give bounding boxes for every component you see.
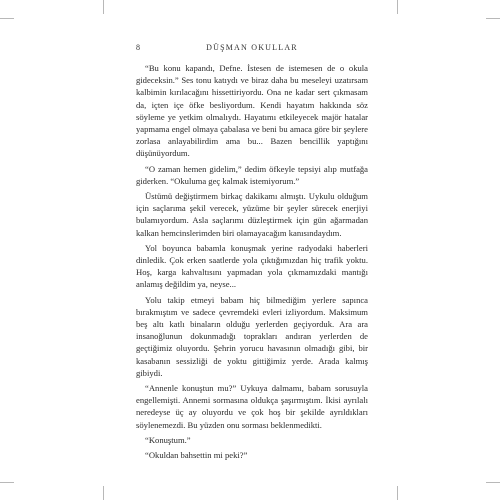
paragraph: “Annenle konuştun mu?” Uykuya dalmamı, babam sorusuyla engellemişti. Annemi sormasına oldukça şaşırmıştım. İkisi ayrılalı neredeyse üç ay oluyordu ve çok hoş bir şekilde ayrıldıkları söylenemezdi. Bu yüzden onu sorması beklenmedikti.: [136, 383, 368, 430]
paragraph: “Konuştum.”: [145, 434, 191, 445]
crop-mark-right-top: [486, 18, 500, 19]
page-number: 8: [136, 43, 140, 52]
crop-mark-bottom-left: [103, 486, 104, 500]
paragraph: “Okuldan bahsettin mi peki?”: [145, 450, 248, 461]
paragraph: Yol boyunca babamla konuşmak yerine radyodaki haberleri dinledik. Çok erken saatlerde yola çıktığımızdan hiç trafik yoktu. Hoş, karga kahvaltısını yapmadan yola çıkmamızdaki mantığı anlamış değildim ya, neyse...: [136, 242, 368, 290]
running-title: DÜŞMAN OKULLAR: [206, 43, 298, 52]
body-text: [136, 62, 368, 461]
crop-mark-top-left: [103, 0, 104, 14]
crop-mark-left-top: [0, 18, 14, 19]
paragraph: Yolu takip etmeyi babam hiç bilmediğim yerlere sapınca bırakmıştım ve sadece çevremdeki evleri izliyordum. Maksimum beş altı katlı binaların olduğu yerlerden geçiyorduk. Ara ara insanoğlunun dokunmadığı toprakları andıran yerlerden de geçtiğimiz oluyordu. Şehrin yorucu havasının olmadığı gibi, bir kasabanın sessizliği de yoktu gittiğimiz yerde. Arada kalmış gibiydi.: [136, 294, 368, 378]
crop-mark-bottom-right: [397, 486, 398, 500]
paragraph: “O zaman hemen gidelim,” dedim öfkeyle tepsiyi alıp mutfağa giderken. “Okuluma geç kalmak istemiyorum.”: [136, 163, 368, 186]
crop-mark-top-right: [397, 0, 398, 14]
crop-mark-left-bottom: [0, 482, 14, 483]
page-header: [136, 43, 368, 55]
paragraph: “Bu konu kapandı, Defne. İstesen de istemesen de o okula gideceksin.” Ses tonu katıydı ve biraz daha bu meseleyi uzatırsam kalbimin kırılacağını hissettiriyordu. Ona ne kadar sert çıkmasam da, içten içe öfke besliyordum. Kendi hayatım hakkında söz söyleme ye yetkim olmalıydı. Hayatımı etkileyecek majör hatalar yapmama engel olmaya çabalasa ve beni bu amaca göre bir şeylere zorlasa anlayabilirdim ama bu... Bazen bencillik yaptığını düşünüyordum.: [136, 63, 368, 159]
paragraph: Üstümü değiştirmem birkaç dakikamı almıştı. Uykulu olduğum için saçlarıma şekil verecek, yüzüme bir şeyler sürecek enerjiyi bulamıyordum. Asla saçlarımı düzleştirmek için gün ağarmadan kalkan hemcinslerimden biri olamayacağım kanısındaydım.: [136, 191, 368, 238]
crop-mark-right-bottom: [486, 482, 500, 483]
